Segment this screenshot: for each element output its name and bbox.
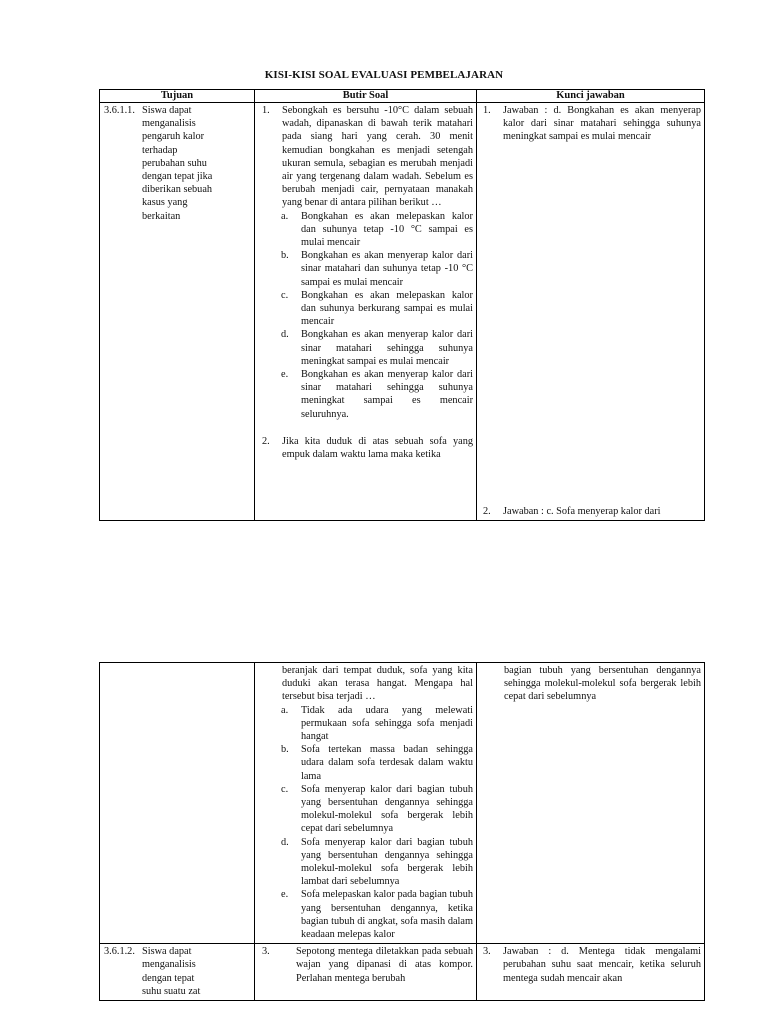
evaluation-grid-table-page-2 [99, 662, 705, 1001]
option-a [259, 704, 473, 744]
answer-text: Jawaban : d. Bongkahan es akan menyerap kalor dari sinar matahari sehingga suhunya meningkat sampai es mulai mencair [503, 105, 701, 143]
answer-2 [481, 505, 701, 518]
goal-cell [100, 103, 255, 521]
goal-text: Siswa dapat menganalisis dengan tepat suhu suatu zat [142, 946, 201, 997]
question-text: Jika kita duduk di atas sebuah sofa yang empuk dalam waktu lama maka ketika [282, 435, 473, 461]
option-a [259, 210, 473, 250]
question-text: Sebongkah es bersuhu -10°C dalam sebuah wadah, dipanaskan di bawah terik matahari pada siang hari yang cerah. 30 menit kemudian bongkahan es menjadi setengah ukuran semula, sebagian es merubah menjadi air yang tergenang dalam wadah. Sebelum es berubah menjadi cair, pernyataan manakah yang benar di antara pilihan berikut … [282, 105, 473, 209]
answer-3 [481, 945, 701, 985]
option-letter: c. [281, 783, 289, 795]
header-butir-soal: Butir Soal [255, 90, 477, 103]
option-letter: e. [281, 889, 289, 901]
option-b [259, 249, 473, 289]
answer-number: 3. [483, 946, 491, 958]
answer-cell [477, 103, 705, 521]
option-letter: a. [281, 704, 289, 716]
answer-number: 2. [483, 505, 491, 517]
question-1 [259, 104, 473, 210]
option-d [259, 328, 473, 368]
header-kunci-jawaban: Kunci jawaban [477, 90, 705, 103]
question-2 [259, 435, 473, 461]
header-tujuan: Tujuan [100, 90, 255, 103]
answer-1 [481, 104, 701, 144]
option-text: Sofa menyerap kalor dari bagian tubuh yang bersentuhan dengannya sehingga molekul-molekul sofa bergerak lebih lambat dari sebelumnya [301, 836, 473, 888]
option-d [259, 836, 473, 889]
table-row [100, 663, 705, 944]
option-e [259, 368, 473, 421]
option-letter: d. [281, 836, 289, 848]
question-number: 1. [262, 105, 270, 116]
answer-cell [477, 944, 705, 1001]
table-row [100, 103, 705, 521]
question-2-continued: beranjak dari tempat duduk, sofa yang kita duduki akan terasa hangat. Mengapa hal tersebut bisa terjadi … [282, 665, 473, 703]
question-cell [255, 944, 477, 1001]
table-header-row [100, 90, 705, 103]
option-e [259, 888, 473, 941]
option-letter: b. [281, 744, 289, 756]
option-c [259, 289, 473, 329]
option-text: Bongkahan es akan melepaskan kalor dan suhunya berkurang sampai es mulai mencair [301, 289, 473, 328]
option-letter: b. [281, 250, 289, 262]
question-number: 2. [262, 435, 270, 447]
question-cell [255, 103, 477, 521]
option-b [259, 743, 473, 783]
answer-2-continued: bagian tubuh yang bersentuhan dengannya sehingga molekul-molekul sofa bergerak lebih cepat dari sebelumnya [504, 665, 701, 703]
option-text: Bongkahan es akan menyerap kalor dari sinar matahari sehingga suhunya meningkat sampai es mencair seluruhnya. [301, 369, 473, 420]
goal-code: 3.6.1.1. [104, 105, 135, 116]
table-row [100, 944, 705, 1001]
option-letter: a. [281, 210, 289, 222]
answer-cell [477, 663, 705, 944]
option-letter: e. [281, 369, 289, 381]
option-text: Sofa tertekan massa badan sehingga udara dalam sofa terdesak dalam waktu lama [301, 744, 473, 782]
document-title: KISI-KISI SOAL EVALUASI PEMBELAJARAN [264, 69, 504, 81]
question-1-options [259, 210, 473, 421]
question-number: 3. [262, 946, 270, 958]
goal-cell [100, 663, 255, 944]
option-text: Tidak ada udara yang melewati permukaan sofa sehingga sofa menjadi hangat [301, 704, 473, 743]
answer-text: Jawaban : c. Sofa menyerap kalor dari [503, 505, 661, 517]
option-text: Sofa menyerap kalor dari bagian tubuh yang bersentuhan dengannya sehingga molekul-molekul sofa bergerak lebih cepat dari sebelumnya [301, 783, 473, 835]
question-text: Sepotong mentega diletakkan pada sebuah wajan yang dipanasi di atas kompor. Perlahan mentega berubah [296, 946, 473, 984]
answer-text: Jawaban : d. Mentega tidak mengalami perubahan suhu saat mencair, ketika seluruh mentega sudah mencair akan [503, 946, 701, 984]
goal-item [104, 945, 251, 998]
question-3 [259, 945, 473, 985]
goal-item [104, 104, 251, 223]
option-letter: c. [281, 289, 289, 301]
goal-cell [100, 944, 255, 1001]
option-text: Bongkahan es akan melepaskan kalor dan suhunya tetap -10 °C sampai es mulai mencair [301, 210, 473, 249]
question-cell [255, 663, 477, 944]
goal-code: 3.6.1.2. [104, 946, 135, 958]
option-text: Bongkahan es akan menyerap kalor dari sinar matahari dan suhunya tetap -10 °C sampai es mulai mencair [301, 250, 473, 288]
answer-number: 1. [483, 105, 491, 116]
option-text: Sofa melepaskan kalor pada bagian tubuh yang bersentuhan dengannya, ketika bagian tubuh di angkat, sofa masih dalam keadaan melepas kalor [301, 889, 473, 941]
option-text: Bongkahan es akan menyerap kalor dari sinar matahari sehingga suhunya meningkat sampai es mulai mencair [301, 329, 473, 367]
evaluation-grid-table-page-1 [99, 89, 705, 521]
goal-text: Siswa dapat menganalisis pengaruh kalor terhadap perubahan suhu dengan tepat jika diberikan sebuah kasus yang berkaitan [142, 105, 213, 222]
question-2-options [259, 704, 473, 942]
option-c [259, 783, 473, 836]
option-letter: d. [281, 329, 289, 341]
